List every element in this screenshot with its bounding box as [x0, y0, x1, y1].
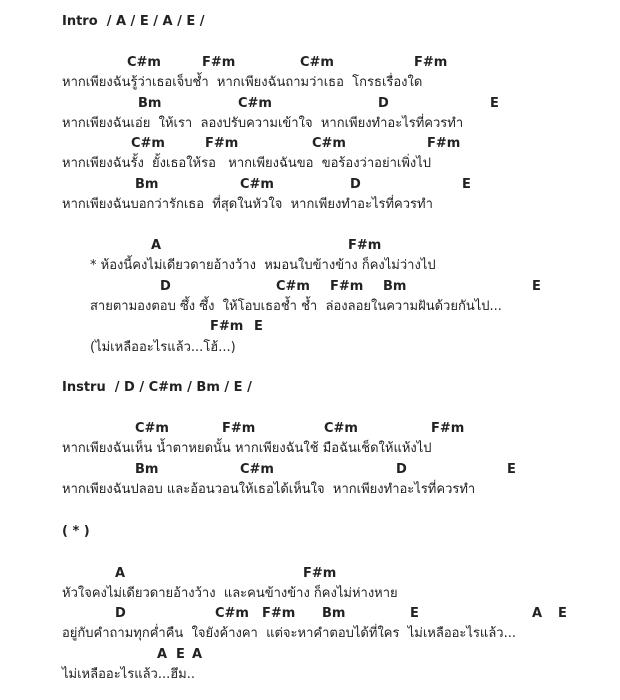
lyric-line: ไม่เหลืออะไรแล้ว...ฮึม.. [62, 667, 196, 682]
chord: D [378, 96, 389, 111]
chord: A [151, 238, 162, 253]
chord: D [396, 462, 407, 477]
chord: A [157, 647, 168, 662]
chorus-reference: ( * ) [62, 524, 90, 539]
lyric-line: สายตามองตอบ ซึ้ง ซึ้ง ให้โอบเธอช้ำ ช้ำ ล่องลอยในความฝันด้วยกันไป... [90, 299, 502, 314]
chord: F#m [330, 279, 364, 294]
chord: D [160, 279, 171, 294]
chord: E [507, 462, 516, 477]
chord: C#m [276, 279, 310, 294]
lyric-line: หัวใจคงไม่เดียวดายอ้างว้าง และคนข้างข้าง ก็คงไม่ห่างหาย [62, 586, 398, 601]
lyric-line: หากเพียงฉันรู้ว่าเธอเจ็บช้ำ หากเพียงฉันถามว่าเธอ โกรธเรื่องใด [62, 75, 423, 90]
chord: E [532, 279, 541, 294]
chord: A [192, 647, 203, 662]
chord: E [462, 177, 471, 192]
lyric-line: * ห้องนี้คงไม่เดียวดายอ้างว้าง หมอนใบข้างข้าง ก็คงไม่ว่างไป [90, 258, 436, 273]
chord: F#m [202, 55, 236, 70]
chord: C#m [135, 421, 169, 436]
chord: F#m [431, 421, 465, 436]
chord: F#m [262, 606, 296, 621]
chord: C#m [238, 96, 272, 111]
chord: Bm [383, 279, 407, 294]
chord: E [490, 96, 499, 111]
chord: C#m [240, 462, 274, 477]
chord: E [410, 606, 419, 621]
chord: E [558, 606, 567, 621]
chord: C#m [300, 55, 334, 70]
chord: C#m [127, 55, 161, 70]
lyric-line: หากเพียงฉันเอ่ย ให้เรา ลองปรับความเข้าใจ หากเพียงทำอะไรที่ควรทำ [62, 116, 464, 131]
chord: A [115, 566, 126, 581]
chord: A [532, 606, 543, 621]
chord: E [176, 647, 185, 662]
intro-line: Intro / A / E / A / E / [62, 14, 205, 29]
lyric-line: หากเพียงฉันรั้ง ยั้งเธอให้รอ หากเพียงฉันขอ ขอร้องว่าอย่าเพิ่งไป [62, 156, 432, 171]
lyric-line: (ไม่เหลืออะไรแล้ว...โฮ้...) [90, 340, 236, 355]
chord: C#m [240, 177, 274, 192]
chord: F#m [205, 136, 239, 151]
chord: Bm [135, 177, 159, 192]
chord: C#m [131, 136, 165, 151]
lyric-line: หากเพียงฉันบอกว่ารักเธอ ที่สุดในหัวใจ หากเพียงทำอะไรที่ควรทำ [62, 197, 433, 212]
chord: F#m [210, 319, 244, 334]
lyric-line: หากเพียงฉันปลอบ และอ้อนวอนให้เธอได้เห็นใจ หากเพียงทำอะไรที่ควรทำ [62, 482, 476, 497]
chord: F#m [414, 55, 448, 70]
chord: F#m [348, 238, 382, 253]
chord: D [115, 606, 126, 621]
chord: F#m [222, 421, 256, 436]
lyric-line: หากเพียงฉันเห็น น้ำตาหยดนั้น หากเพียงฉันใช้ มือฉันเช็ดให้แห้งไป [62, 441, 432, 456]
lyric-line: อยู่กับคำถามทุกค่ำคืน ใจยังค้างคา แต่จะหาคำตอบได้ที่ใคร ไม่เหลืออะไรแล้ว... [62, 626, 516, 641]
chord: Bm [135, 462, 159, 477]
chord: C#m [215, 606, 249, 621]
chord: D [350, 177, 361, 192]
chord: C#m [312, 136, 346, 151]
chord: C#m [324, 421, 358, 436]
chord: F#m [427, 136, 461, 151]
chord: Bm [138, 96, 162, 111]
chord: Bm [322, 606, 346, 621]
instru-line: Instru / D / C#m / Bm / E / [62, 380, 252, 395]
chord: F#m [303, 566, 337, 581]
chord: E [254, 319, 263, 334]
